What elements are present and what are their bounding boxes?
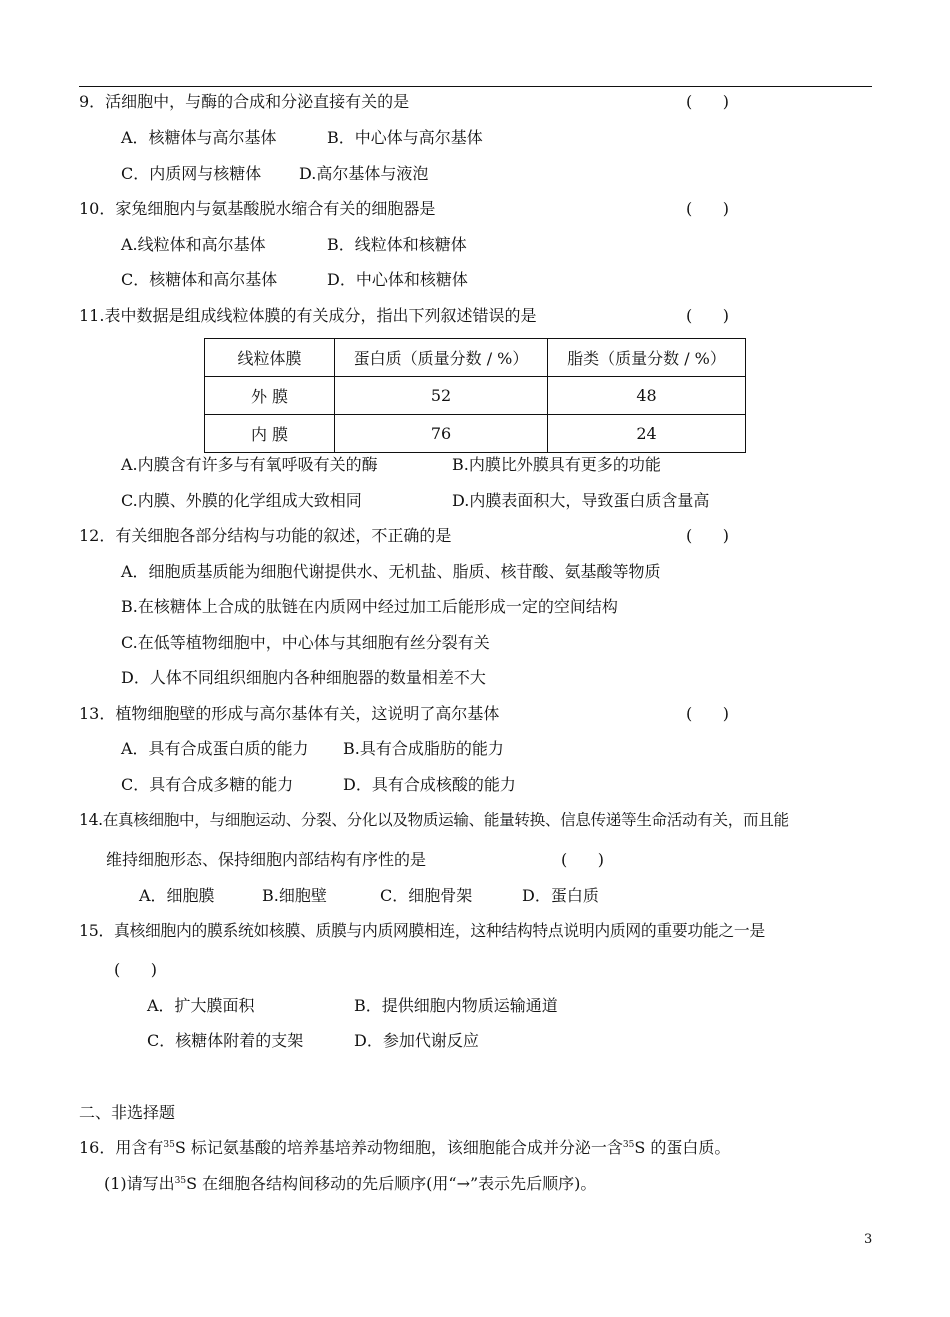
q15-options-row1 (147, 996, 558, 1016)
q14-answer-bracket: ( ) (561, 850, 604, 869)
q10-option-b: B．线粒体和核糖体 (327, 235, 467, 254)
q16-sub1-start: (1)请写出 (104, 1174, 175, 1193)
q14-stem-line2: 维持细胞形态、保持细胞内部结构有序性的是 (106, 850, 427, 869)
q16-subquestion-1 (104, 1174, 596, 1194)
isotope-superscript: 35 (163, 1140, 175, 1150)
q11-option-b: B.内膜比外膜具有更多的功能 (452, 455, 661, 474)
q15-option-a: A．扩大膜面积 (147, 996, 255, 1015)
q15-option-d: D．参加代谢反应 (354, 1031, 479, 1050)
q13-option-c: C．具有合成多糖的能力 (121, 775, 294, 794)
q10-options-row1 (121, 235, 467, 255)
isotope-superscript: 35 (174, 1176, 187, 1186)
q12-option-c: C.在低等植物细胞中，中心体与其细胞有丝分裂有关 (121, 633, 490, 652)
section-heading: 二、非选择题 (79, 1103, 176, 1122)
q11-option-a: A.内膜含有许多与有氧呼吸有关的酶 (121, 455, 378, 474)
q16-stem-middle: S 标记氨基酸的培养基培养动物细胞，该细胞能合成并分泌一含 (174, 1138, 623, 1157)
q16-stem-start: 16．用含有 (79, 1138, 164, 1157)
q9-option-a: A．核糖体与高尔基体 (121, 128, 277, 147)
q13-options-row1 (121, 739, 504, 759)
isotope-superscript: 35 (622, 1140, 635, 1150)
q15-option-b: B．提供细胞内物质运输通道 (354, 996, 558, 1015)
q10-option-c: C．核糖体和高尔基体 (121, 270, 278, 289)
q14-option-b: B.细胞壁 (262, 886, 327, 905)
q12-option-d: D．人体不同组织细胞内各种细胞器的数量相差不大 (121, 668, 486, 687)
q11-options-row1 (121, 455, 661, 475)
q9-stem: 9．活细胞中，与酶的合成和分泌直接有关的是 (79, 92, 410, 111)
q16-stem-end: S 的蛋白质。 (634, 1138, 731, 1157)
q15-stem: 15．真核细胞内的膜系统如核膜、质膜与内质网膜相连，这种结构特点说明内质网的重要功能之一是 (79, 921, 765, 940)
q9-option-c: C．内质网与核糖体 (121, 164, 262, 183)
q10-stem: 10．家兔细胞内与氨基酸脱水缩合有关的细胞器是 (79, 199, 436, 218)
table-cell: 76 (335, 415, 548, 453)
q14-options-row (139, 886, 599, 906)
table-cell: 52 (335, 377, 548, 415)
table-row (205, 415, 746, 453)
q15-options-row2 (147, 1031, 479, 1051)
table-row (205, 377, 746, 415)
q12-stem: 12．有关细胞各部分结构与功能的叙述，不正确的是 (79, 526, 452, 545)
q14-option-d: D．蛋白质 (522, 886, 599, 905)
table-header-cell: 脂类（质量分数 / %） (548, 339, 746, 377)
q12-answer-bracket: ( ) (686, 526, 729, 545)
q13-option-a: A．具有合成蛋白质的能力 (121, 739, 309, 758)
q14-stem-line1: 14.在真核细胞中，与细胞运动、分裂、分化以及物质运输、能量转换、信息传递等生命活动有关，而且能 (79, 811, 789, 829)
header-rule (79, 86, 872, 87)
q12-option-a: A．细胞质基质能为细胞代谢提供水、无机盐、脂质、核苷酸、氨基酸等物质 (121, 562, 661, 581)
table-cell: 外 膜 (205, 377, 335, 415)
q11-stem: 11.表中数据是组成线粒体膜的有关成分，指出下列叙述错误的是 (79, 306, 537, 325)
table-header-row (205, 339, 746, 377)
q13-stem: 13．植物细胞壁的形成与高尔基体有关，这说明了高尔基体 (79, 704, 500, 723)
q16-stem (79, 1138, 730, 1158)
q13-options-row2 (121, 775, 516, 795)
q13-option-d: D．具有合成核酸的能力 (343, 775, 516, 794)
q14-option-c: C．细胞骨架 (380, 886, 473, 905)
table-header-cell: 线粒体膜 (205, 339, 335, 377)
q10-options-row2 (121, 270, 468, 290)
q9-answer-bracket: ( ) (686, 92, 729, 111)
page-number: 3 (864, 1232, 873, 1247)
table-cell: 24 (548, 415, 746, 453)
q11-answer-bracket: ( ) (686, 306, 729, 325)
q9-option-d: D.高尔基体与液泡 (299, 164, 429, 183)
q9-options-row2 (121, 164, 428, 184)
membrane-composition-table (204, 338, 746, 453)
q9-options-row1 (121, 128, 483, 148)
table-cell: 内 膜 (205, 415, 335, 453)
q11-options-row2 (121, 491, 709, 511)
q11-option-c: C.内膜、外膜的化学组成大致相同 (121, 491, 362, 510)
q11-option-d: D.内膜表面积大，导致蛋白质含量高 (452, 491, 710, 510)
q9-option-b: B．中心体与高尔基体 (327, 128, 483, 147)
table-cell: 48 (548, 377, 746, 415)
q16-sub1-end: S 在细胞各结构间移动的先后顺序(用“→”表示先后顺序)。 (186, 1174, 597, 1193)
table-header-cell: 蛋白质（质量分数 / %） (335, 339, 548, 377)
q14-option-a: A．细胞膜 (139, 886, 215, 905)
q13-answer-bracket: ( ) (686, 704, 729, 723)
q10-answer-bracket: ( ) (686, 199, 729, 218)
q15-option-c: C．核糖体附着的支架 (147, 1031, 304, 1050)
q15-answer-bracket: ( ) (114, 960, 157, 979)
q10-option-a: A.线粒体和高尔基体 (121, 235, 266, 254)
q12-option-b: B.在核糖体上合成的肽链在内质网中经过加工后能形成一定的空间结构 (121, 597, 618, 616)
q10-option-d: D．中心体和核糖体 (327, 270, 468, 289)
q13-option-b: B.具有合成脂肪的能力 (343, 739, 504, 758)
